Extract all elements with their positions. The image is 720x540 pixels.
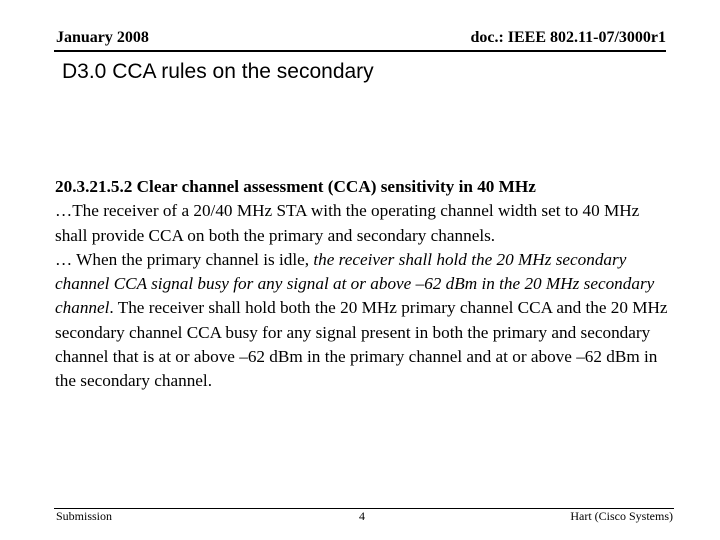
- body-paragraph-2: [55, 248, 673, 394]
- header-divider: [54, 50, 666, 52]
- footer-submission: Submission: [56, 509, 113, 523]
- section-heading: 20.3.21.5.2 Clear channel assessment (CCA) sensitivity in 40 MHz: [55, 177, 536, 196]
- header-doc-id: doc.: IEEE 802.11-07/3000r1: [470, 29, 666, 46]
- paragraph-2-italic: the receiver shall hold the 20 MHz secondary channel CCA signal busy for any signal at or above –62 dBm in the 20 MHz secondary channel: [55, 249, 655, 318]
- slide-body: [55, 175, 673, 394]
- header-date: January 2008: [56, 29, 149, 46]
- body-paragraph-1: …The receiver of a 20/40 MHz STA with the operating channel width set to 40 MHz shall provide CCA on both the primary and secondary channels.: [55, 201, 640, 245]
- footer-author: Hart (Cisco Systems): [570, 509, 673, 523]
- paragraph-2-prefix: … When the primary channel is idle,: [55, 249, 314, 269]
- paragraph-2-suffix: . The receiver shall hold both the 20 MHz primary channel CCA and the 20 MHz secondary channel CCA busy for any signal present in both the primary and secondary channel that is at or above –62 dBm in the primary channel and at or above –62 dBm in the secondary channel.: [55, 298, 668, 391]
- slide-title: D3.0 CCA rules on the secondary: [62, 60, 374, 83]
- footer-page-number: 4: [359, 509, 365, 523]
